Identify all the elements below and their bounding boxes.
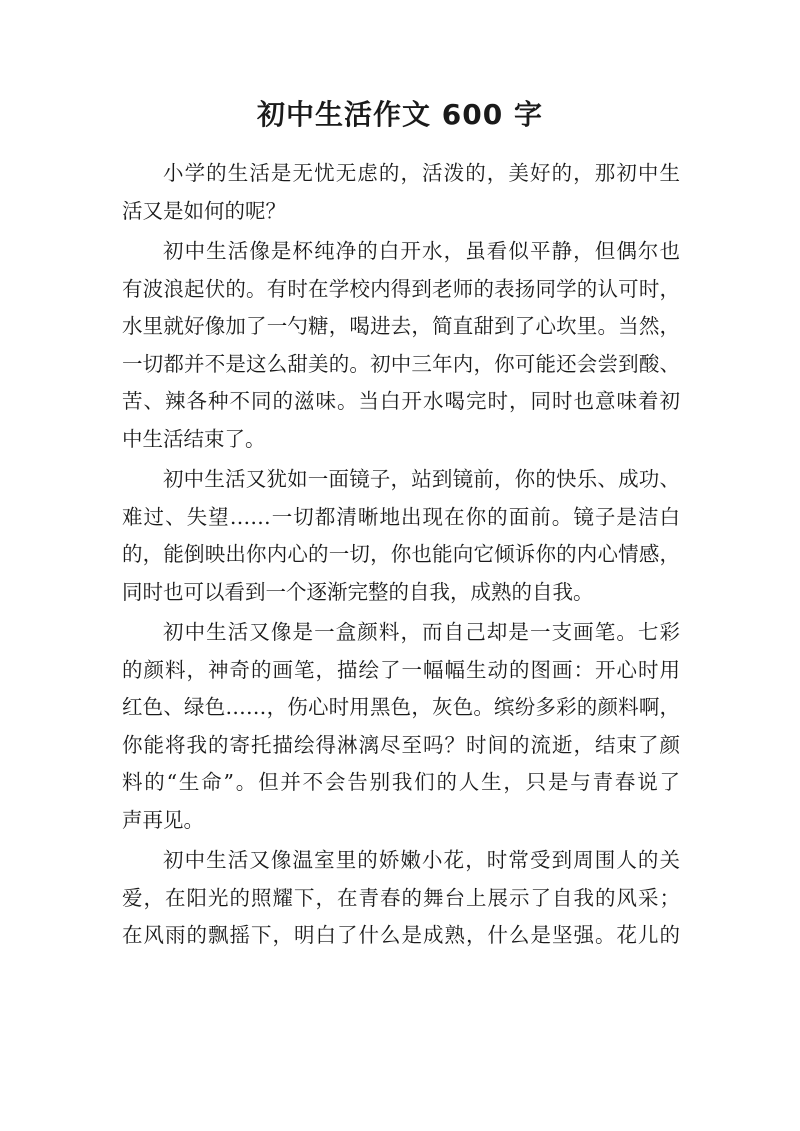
- paragraph-line: 料的“生命”。但并不会告别我们的人生，只是与青春说了: [122, 770, 680, 794]
- paragraph-line: 声再见。: [122, 807, 204, 832]
- paragraph-line: 难过、失望……一切都清晰地出现在你的面前。镜子是洁白: [122, 504, 680, 529]
- paragraph: [122, 233, 680, 458]
- paragraph-line: 初中生活又犹如一面镜子，站到镜前，你的快乐、成功、: [163, 467, 680, 491]
- paragraph-line: 在风雨的飘摇下，明白了什么是成熟，什么是坚强。花儿的: [122, 923, 680, 947]
- paragraph-line: 初中生活又像是一盒颜料，而自己却是一支画笔。七彩: [163, 620, 680, 644]
- paragraph: [122, 842, 680, 955]
- paragraph-line: 有波浪起伏的。有时在学校内得到老师的表扬同学的认可时，: [122, 276, 680, 301]
- paragraph-line: 的颜料，神奇的画笔，描绘了一幅幅生动的图画：开心时用: [122, 657, 680, 682]
- paragraph: [122, 461, 680, 611]
- paragraph-line: 红色、绿色……，伤心时用黑色，灰色。缤纷多彩的颜料啊，: [122, 695, 680, 719]
- paragraph-line: 一切都并不是这么甜美的。初中三年内，你可能还会尝到酸、: [122, 351, 680, 376]
- paragraph-line: 你能将我的寄托描绘得淋漓尽至吗？时间的流逝，结束了颜: [122, 732, 680, 757]
- paragraph-line: 苦、辣各种不同的滋味。当白开水喝完时，同时也意味着初: [122, 389, 680, 413]
- paragraph-line: 同时也可以看到一个逐渐完整的自我，成熟的自我。: [122, 579, 594, 604]
- paragraph-line: 爱，在阳光的照耀下，在青春的舞台上展示了自我的风采；: [122, 885, 680, 910]
- paragraph-line: 中生活结束了。: [122, 426, 266, 451]
- paragraph-line: 活又是如何的呢？: [122, 198, 286, 223]
- paragraph: [122, 614, 680, 839]
- document-body: [122, 155, 680, 958]
- paragraph-line: 的，能倒映出你内心的一切，你也能向它倾诉你的内心情感，: [122, 542, 680, 566]
- paragraph-line: 水里就好像加了一勺糖，喝进去，简直甜到了心坎里。当然，: [122, 314, 680, 338]
- paragraph-line: 小学的生活是无忧无虑的，活泼的，美好的，那初中生: [163, 161, 680, 185]
- paragraph: [122, 155, 680, 230]
- paragraph-line: 初中生活像是杯纯净的白开水，虽看似平静，但偶尔也: [163, 239, 680, 263]
- paragraph-line: 初中生活又像温室里的娇嫩小花，时常受到周围人的关: [163, 848, 680, 872]
- document-title: 初中生活作文 600 字: [257, 98, 543, 131]
